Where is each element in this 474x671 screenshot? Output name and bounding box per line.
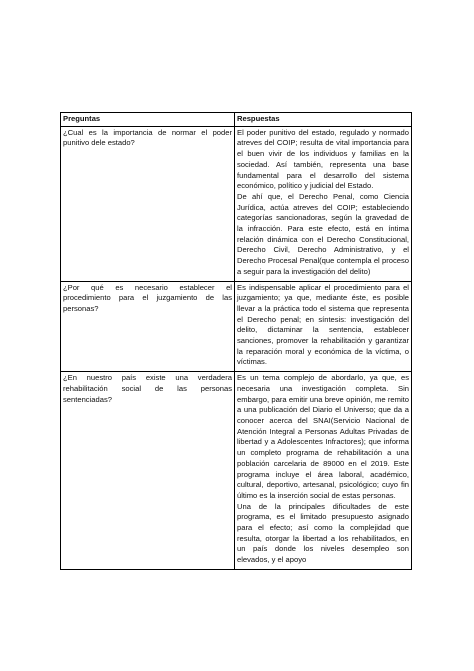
header-questions: Preguntas xyxy=(61,113,235,127)
table-header-row xyxy=(61,113,412,127)
answer-paragraph: Es un tema complejo de abordarlo, ya que, es necesaria una investigación completa. Sin embargo, para emitir una breve opinión, me remito a una publicación del Diario el Universo; que da a conocer acerca del SNAI(Servicio Nacional de Atención Integral a Personas Adultas Privadas de libertad y a Adolescentes Infractores); que informa un completo programa de rehabilitación a una población carcelaria de 89000 en el 2019. Este programa incluye el área laboral, académico, cultural, deportivo, artesanal, psicológico; cuyo fin último es la inserción social de estas personas. xyxy=(237,373,409,500)
answer-cell xyxy=(235,281,412,372)
answer-cell xyxy=(235,126,412,281)
answer-cell xyxy=(235,372,412,570)
question-cell: ¿En nuestro país existe una verdadera rehabilitación social de las personas sentenciadas? xyxy=(61,372,235,570)
questions-answers-table xyxy=(60,112,412,570)
answer-paragraph: Una de la principales dificultades de este programa, es el limitado presupuesto asignado para el efecto; así como la complejidad que resulta, otorgar la libertad a los rehabilitados, en un país donde los niveles desempleo son elevados, y el apoyo xyxy=(237,501,409,565)
answer-paragraph: Es indispensable aplicar el procedimiento para el juzgamiento; ya que, mediante éste, es posible llevar a la práctica todo el sistema que representa el Derecho penal; en síntesis: investigación del delito, dictaminar la sentencia, establecer sanciones, promover la rehabilitación y garantizar la reparación moral y económica de la víctima, o víctimas. xyxy=(237,282,409,367)
table-row xyxy=(61,126,412,281)
question-cell: ¿Cual es la importancia de normar el poder punitivo dele estado? xyxy=(61,126,235,281)
header-answers: Respuestas xyxy=(235,113,412,127)
answer-paragraph: De ahí que, el Derecho Penal, como Ciencia Jurídica, actúa atreves del COIP; estableciendo categorías sancionadoras, según la gravedad de la infracción. Para este efecto, está en íntima relación dinámica con el Derecho Constitucional, Derecho Civil, Derecho Administrativo, y el Derecho Procesal Penal(que contempla el proceso a seguir para la investigación del delito) xyxy=(237,191,409,276)
answer-paragraph: El poder punitivo del estado, regulado y normado atreves del COIP; resulta de vital importancia para el buen vivir de los individuos y familias en la sociedad. Así también, representa una base fundamental para el desarrollo del sistema económico, político y judicial del Estado. xyxy=(237,127,409,191)
table-row xyxy=(61,372,412,570)
table-row xyxy=(61,281,412,372)
question-cell: ¿Por qué es necesario establecer el procedimiento para el juzgamiento de las personas? xyxy=(61,281,235,372)
